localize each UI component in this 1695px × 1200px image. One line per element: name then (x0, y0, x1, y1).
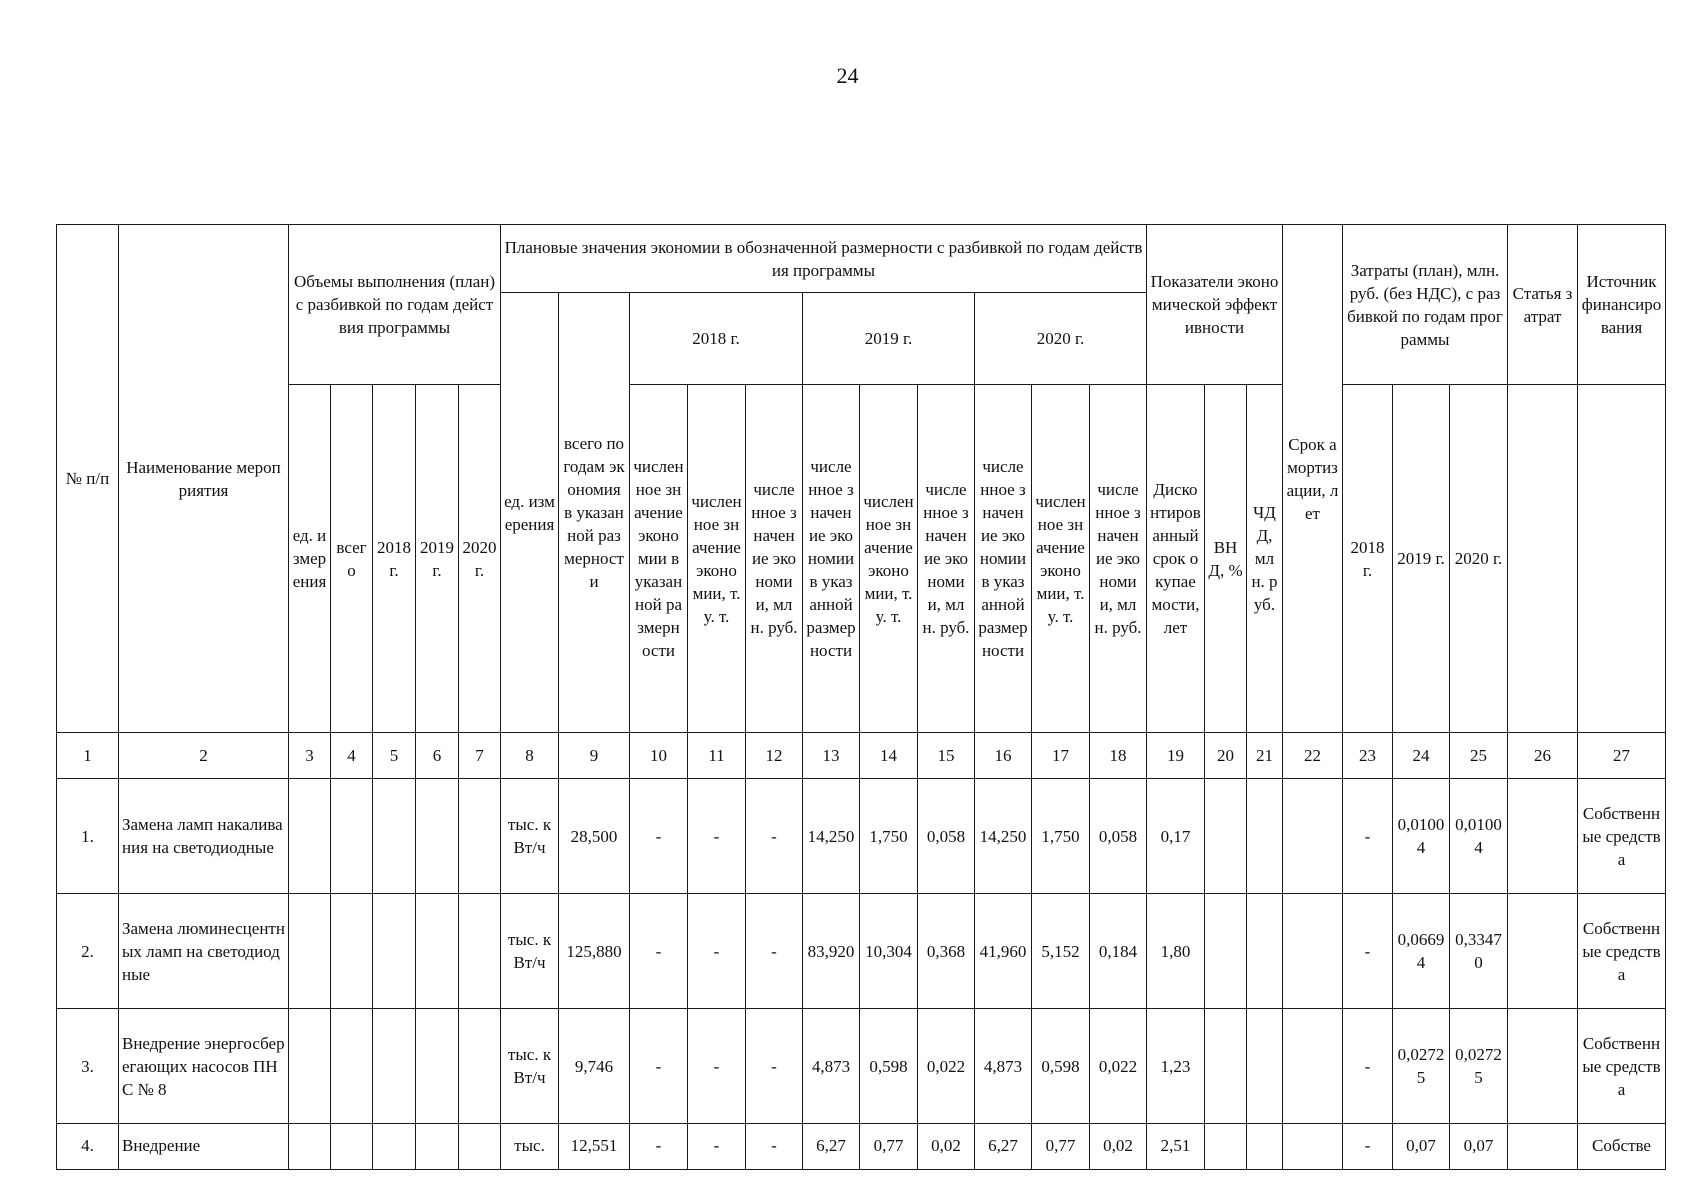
savings-plan-table (56, 224, 1666, 1170)
cell-empty (1508, 779, 1578, 894)
row-funding-source: Собственные средства (1578, 894, 1666, 1009)
cell-empty (1283, 1009, 1343, 1124)
row-2019-rub: 0,02 (918, 1124, 975, 1170)
row-2018-dim: - (630, 1124, 688, 1170)
header-cost-2018: 2018 г. (1343, 385, 1393, 733)
header-2020-rub: численное значение экономии, млн. руб. (1090, 385, 1147, 733)
cell-empty (289, 1009, 331, 1124)
row-2020-dim: 14,250 (975, 779, 1032, 894)
row-2019-tut: 0,598 (860, 1009, 918, 1124)
header-2020-dim: численное значение экономии в указанной размерности (975, 385, 1032, 733)
cell-empty (1508, 894, 1578, 1009)
row-sav-total: 28,500 (559, 779, 630, 894)
cell-empty (373, 894, 416, 1009)
row-2020-dim: 6,27 (975, 1124, 1032, 1170)
column-number-row (57, 733, 1666, 779)
cell-empty (416, 779, 459, 894)
header-payback: Срок амортизации, лет (1283, 225, 1343, 733)
row-unit: тыс. кВт/ч (501, 894, 559, 1009)
row-discounted-payback: 0,17 (1147, 779, 1205, 894)
column-number: 21 (1247, 733, 1283, 779)
cell-empty (416, 894, 459, 1009)
row-2019-dim: 83,920 (803, 894, 860, 1009)
header-2018-rub: численное значение экономии, млн. руб. (746, 385, 803, 733)
cell-empty (1205, 1009, 1247, 1124)
cell-empty (1283, 894, 1343, 1009)
header-cost-item: Статья затрат (1508, 225, 1578, 385)
cell-empty (1205, 1124, 1247, 1170)
row-2018-dim: - (630, 779, 688, 894)
header-2020-tut: численное значение экономии, т. у. т. (1032, 385, 1090, 733)
cell-empty (289, 1124, 331, 1170)
header-vol-total: всего (331, 385, 373, 733)
header-row-groups (57, 225, 1666, 293)
cell-empty (1205, 894, 1247, 1009)
column-number: 20 (1205, 733, 1247, 779)
row-2019-rub: 0,022 (918, 1009, 975, 1124)
row-num: 4. (57, 1124, 119, 1170)
row-num: 3. (57, 1009, 119, 1124)
row-2019-tut: 0,77 (860, 1124, 918, 1170)
row-2018-tut: - (688, 1009, 746, 1124)
row-cost-2020: 0,01004 (1450, 779, 1508, 894)
row-cost-2019: 0,07 (1393, 1124, 1450, 1170)
cell-empty (331, 1124, 373, 1170)
column-number: 23 (1343, 733, 1393, 779)
header-volumes-group: Объемы выполнения (план) с разбивкой по годам действия программы (289, 225, 501, 385)
row-cost-2020: 0,07 (1450, 1124, 1508, 1170)
column-number: 5 (373, 733, 416, 779)
cell-empty (416, 1009, 459, 1124)
column-number: 9 (559, 733, 630, 779)
header-funding-blank (1578, 385, 1666, 733)
row-name: Замена люминесцентных ламп на светодиодные (119, 894, 289, 1009)
row-funding-source: Собственные средства (1578, 779, 1666, 894)
header-costs-group: Затраты (план), млн. руб. (без НДС), с разбивкой по годам программы (1343, 225, 1508, 385)
cell-empty (373, 1124, 416, 1170)
row-2019-dim: 14,250 (803, 779, 860, 894)
column-number: 15 (918, 733, 975, 779)
row-cost-2020: 0,33470 (1450, 894, 1508, 1009)
cell-empty (1247, 779, 1283, 894)
cell-empty (1508, 1124, 1578, 1170)
column-number: 16 (975, 733, 1032, 779)
row-2018-rub: - (746, 779, 803, 894)
cell-empty (331, 1009, 373, 1124)
cell-empty (1508, 1009, 1578, 1124)
column-number: 6 (416, 733, 459, 779)
column-number: 17 (1032, 733, 1090, 779)
row-2018-dim: - (630, 1009, 688, 1124)
header-year-2018: 2018 г. (630, 293, 803, 385)
header-discounted-payback: Дисконтированный срок окупаемости, лет (1147, 385, 1205, 733)
row-2018-dim: - (630, 894, 688, 1009)
header-cost-item-blank (1508, 385, 1578, 733)
row-cost-2018: - (1343, 1009, 1393, 1124)
row-2020-tut: 0,598 (1032, 1009, 1090, 1124)
header-2019-dim: численное значение экономии в указанной размерности (803, 385, 860, 733)
row-num: 2. (57, 894, 119, 1009)
cell-empty (1247, 1009, 1283, 1124)
row-discounted-payback: 1,80 (1147, 894, 1205, 1009)
header-cost-2019: 2019 г. (1393, 385, 1450, 733)
row-2019-tut: 1,750 (860, 779, 918, 894)
column-number: 22 (1283, 733, 1343, 779)
row-name: Внедрение (119, 1124, 289, 1170)
header-irr: ВНД, % (1205, 385, 1247, 733)
row-discounted-payback: 1,23 (1147, 1009, 1205, 1124)
cell-empty (289, 779, 331, 894)
cell-empty (331, 779, 373, 894)
column-number: 19 (1147, 733, 1205, 779)
row-cost-2019: 0,01004 (1393, 779, 1450, 894)
column-number: 12 (746, 733, 803, 779)
row-2020-rub: 0,022 (1090, 1009, 1147, 1124)
row-2018-rub: - (746, 1124, 803, 1170)
header-2019-tut: численное значение экономии, т. у. т. (860, 385, 918, 733)
column-number: 1 (57, 733, 119, 779)
cell-empty (459, 1009, 501, 1124)
column-number: 2 (119, 733, 289, 779)
row-unit: тыс. кВт/ч (501, 779, 559, 894)
header-year-2020: 2020 г. (975, 293, 1147, 385)
table-row (57, 1124, 1666, 1170)
column-number: 13 (803, 733, 860, 779)
cell-empty (459, 779, 501, 894)
cell-empty (1205, 779, 1247, 894)
row-2020-tut: 5,152 (1032, 894, 1090, 1009)
header-vol-2018: 2018 г. (373, 385, 416, 733)
header-row-columns (57, 385, 1666, 733)
header-efficiency-group: Показатели экономической эффективности (1147, 225, 1283, 385)
row-2019-dim: 4,873 (803, 1009, 860, 1124)
row-cost-2020: 0,02725 (1450, 1009, 1508, 1124)
cell-empty (289, 894, 331, 1009)
row-2019-dim: 6,27 (803, 1124, 860, 1170)
header-2018-dim: численное значение экономии в указанной размерности (630, 385, 688, 733)
page-number: 24 (836, 63, 859, 88)
column-number: 24 (1393, 733, 1450, 779)
table-row (57, 779, 1666, 894)
cell-empty (1283, 1124, 1343, 1170)
row-num: 1. (57, 779, 119, 894)
column-number: 27 (1578, 733, 1666, 779)
cell-empty (373, 779, 416, 894)
row-funding-source: Собстве (1578, 1124, 1666, 1170)
row-2020-dim: 4,873 (975, 1009, 1032, 1124)
row-2019-rub: 0,368 (918, 894, 975, 1009)
header-funding-source: Источник финансирования (1578, 225, 1666, 385)
cell-empty (416, 1124, 459, 1170)
row-cost-2018: - (1343, 894, 1393, 1009)
column-number: 3 (289, 733, 331, 779)
header-npv: ЧДД, млн. руб. (1247, 385, 1283, 733)
row-2019-rub: 0,058 (918, 779, 975, 894)
row-2018-tut: - (688, 894, 746, 1009)
row-2020-rub: 0,184 (1090, 894, 1147, 1009)
cell-empty (459, 1124, 501, 1170)
table-row (57, 1009, 1666, 1124)
row-cost-2018: - (1343, 779, 1393, 894)
column-number: 11 (688, 733, 746, 779)
header-cost-2020: 2020 г. (1450, 385, 1508, 733)
header-name: Наименование мероприятия (119, 225, 289, 733)
cell-empty (1247, 894, 1283, 1009)
row-sav-total: 9,746 (559, 1009, 630, 1124)
row-2018-rub: - (746, 1009, 803, 1124)
row-sav-total: 125,880 (559, 894, 630, 1009)
header-unit: ед. измерения (289, 385, 331, 733)
row-name: Внедрение энергосберегающих насосов ПНС № 8 (119, 1009, 289, 1124)
row-2020-rub: 0,02 (1090, 1124, 1147, 1170)
row-2020-tut: 0,77 (1032, 1124, 1090, 1170)
table-row (57, 894, 1666, 1009)
row-2020-rub: 0,058 (1090, 779, 1147, 894)
row-cost-2019: 0,02725 (1393, 1009, 1450, 1124)
header-sav-total: всего по годам экономия в указанной размерности (559, 293, 630, 733)
column-number: 25 (1450, 733, 1508, 779)
row-2018-tut: - (688, 779, 746, 894)
row-2020-dim: 41,960 (975, 894, 1032, 1009)
row-cost-2018: - (1343, 1124, 1393, 1170)
column-number: 26 (1508, 733, 1578, 779)
row-sav-total: 12,551 (559, 1124, 630, 1170)
cell-empty (331, 894, 373, 1009)
row-2018-tut: - (688, 1124, 746, 1170)
row-name: Замена ламп накаливания на светодиодные (119, 779, 289, 894)
column-number: 14 (860, 733, 918, 779)
column-number: 7 (459, 733, 501, 779)
cell-empty (459, 894, 501, 1009)
column-number: 10 (630, 733, 688, 779)
row-2020-tut: 1,750 (1032, 779, 1090, 894)
header-2019-rub: численное значение экономии, млн. руб. (918, 385, 975, 733)
cell-empty (1283, 779, 1343, 894)
row-discounted-payback: 2,51 (1147, 1124, 1205, 1170)
header-vol-2019: 2019 г. (416, 385, 459, 733)
header-2018-tut: численное значение экономии, т. у. т. (688, 385, 746, 733)
cell-empty (373, 1009, 416, 1124)
row-unit: тыс. кВт/ч (501, 1009, 559, 1124)
row-funding-source: Собственные средства (1578, 1009, 1666, 1124)
row-2019-tut: 10,304 (860, 894, 918, 1009)
column-number: 18 (1090, 733, 1147, 779)
row-cost-2019: 0,06694 (1393, 894, 1450, 1009)
cell-empty (1247, 1124, 1283, 1170)
column-number: 4 (331, 733, 373, 779)
header-year-2019: 2019 г. (803, 293, 975, 385)
row-unit: тыс. (501, 1124, 559, 1170)
row-2018-rub: - (746, 894, 803, 1009)
header-num: № п/п (57, 225, 119, 733)
header-sav-unit: ед. измерения (501, 293, 559, 733)
header-savings-group: Плановые значения экономии в обозначенной размерности с разбивкой по годам действия программы (501, 225, 1147, 293)
column-number: 8 (501, 733, 559, 779)
header-vol-2020: 2020 г. (459, 385, 501, 733)
